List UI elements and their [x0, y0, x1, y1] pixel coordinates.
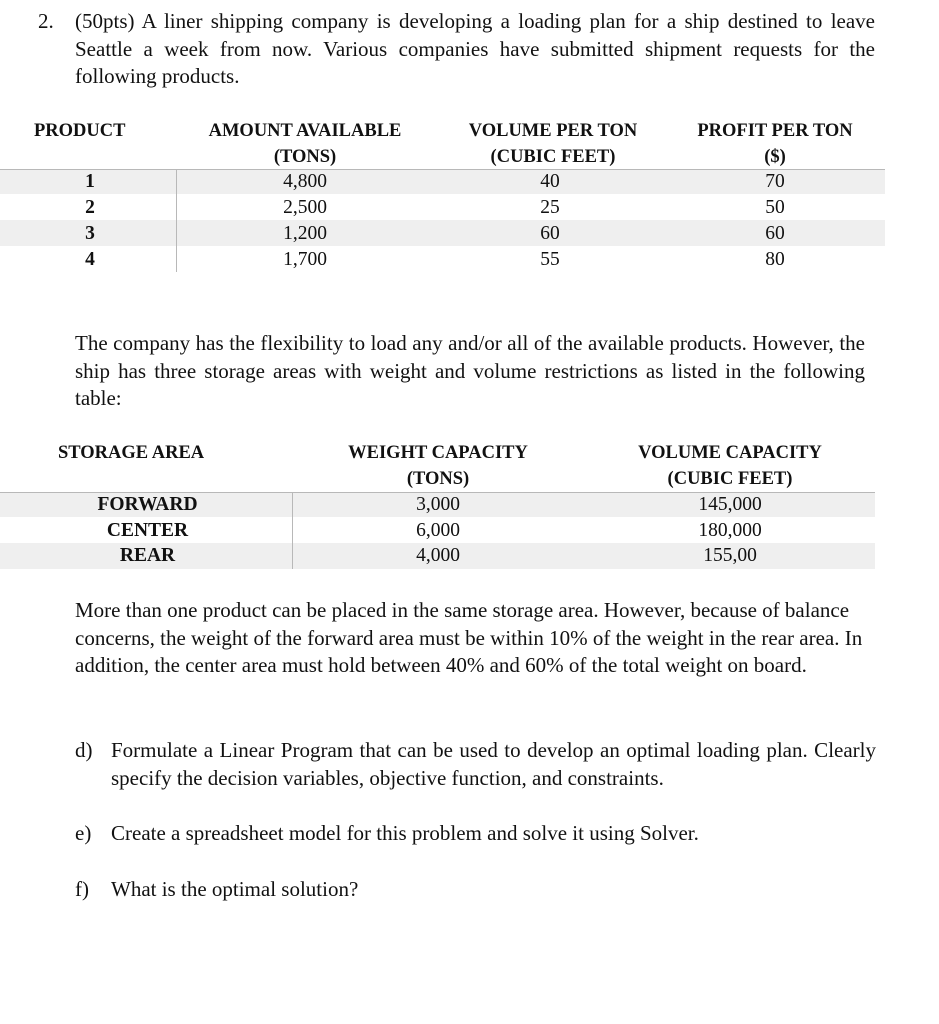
storage-row-rear-weight: 4,000	[416, 545, 460, 566]
question-f-label: f)	[75, 877, 89, 901]
table-row-3-volume: 60	[540, 223, 560, 244]
storage-row-rear-volume: 155,00	[703, 545, 757, 566]
table-row-2-product: 2	[85, 197, 95, 218]
storage-row-center-volume: 180,000	[698, 520, 762, 541]
table-row-4-amount: 1,700	[283, 249, 327, 270]
table-row-1-profit: 70	[765, 171, 785, 192]
storage-row-forward-volume: 145,000	[698, 494, 762, 515]
table-row-1-volume: 40	[540, 171, 560, 192]
table-row-2-amount: 2,500	[283, 197, 327, 218]
col-header-volume-capacity: VOLUME CAPACITY	[638, 443, 822, 463]
col-header-volume-unit: (CUBIC FEET)	[667, 469, 793, 489]
col-header-weight-capacity: WEIGHT CAPACITY	[348, 443, 528, 463]
storage-row-forward-weight: 3,000	[416, 494, 460, 515]
table-row-4-volume: 55	[540, 249, 560, 270]
col-header-profit: PROFIT PER TON	[697, 121, 853, 141]
table-row-2-volume: 25	[540, 197, 560, 218]
col-header-volume: VOLUME PER TON	[468, 121, 638, 141]
col-header-volume-unit: (CUBIC FEET)	[490, 147, 616, 167]
col-header-amount-unit: (TONS)	[273, 147, 337, 167]
storage-row-center-area: CENTER	[106, 520, 189, 541]
table-row-4-product: 4	[85, 249, 95, 270]
question-f-text: What is the optimal solution?	[111, 877, 359, 901]
table-row-3-product: 3	[85, 223, 95, 244]
problem-intro: (50pts) A liner shipping company is developing a loading plan for a ship destined to leave Seattle a week from now. Various companies have submitted shipment requests for the following products.	[75, 9, 875, 88]
storage-row-rear-area: REAR	[119, 545, 176, 566]
col-header-storage-area: STORAGE AREA	[58, 443, 205, 463]
storage-row-center-weight: 6,000	[416, 520, 460, 541]
table-row-3-profit: 60	[765, 223, 785, 244]
balance-paragraph: More than one product can be placed in the same storage area. However, because of balance concerns, the weight of the forward area must be within 10% of the weight in the rear area. In addition, the center area must hold between 40% and 60% of the total weight on board.	[75, 598, 863, 677]
col-header-product: PRODUCT	[34, 121, 126, 141]
question-d-label: d)	[75, 738, 93, 762]
col-header-weight-unit: (TONS)	[406, 469, 470, 489]
table-row-4-profit: 80	[765, 249, 785, 270]
col-header-profit-unit: ($)	[764, 147, 786, 167]
storage-row-forward-area: FORWARD	[97, 494, 198, 515]
question-d-text: Formulate a Linear Program that can be used to develop an optimal loading plan. Clearly specify the decision variables, objective function, and constraints.	[111, 738, 876, 790]
question-e-label: e)	[75, 821, 92, 845]
table-row-2-profit: 50	[765, 197, 785, 218]
column-divider	[292, 492, 293, 569]
table-row-3-amount: 1,200	[283, 223, 327, 244]
flexibility-paragraph: The company has the flexibility to load any and/or all of the available products. However, the ship has three storage areas with weight and volume restrictions as listed in the following table:	[75, 331, 865, 410]
table-row-1-amount: 4,800	[283, 171, 327, 192]
table-row-1-product: 1	[85, 171, 95, 192]
question-e-text: Create a spreadsheet model for this problem and solve it using Solver.	[111, 821, 699, 845]
col-header-amount: AMOUNT AVAILABLE	[208, 121, 402, 141]
problem-number: 2.	[38, 9, 54, 33]
column-divider	[176, 169, 177, 272]
